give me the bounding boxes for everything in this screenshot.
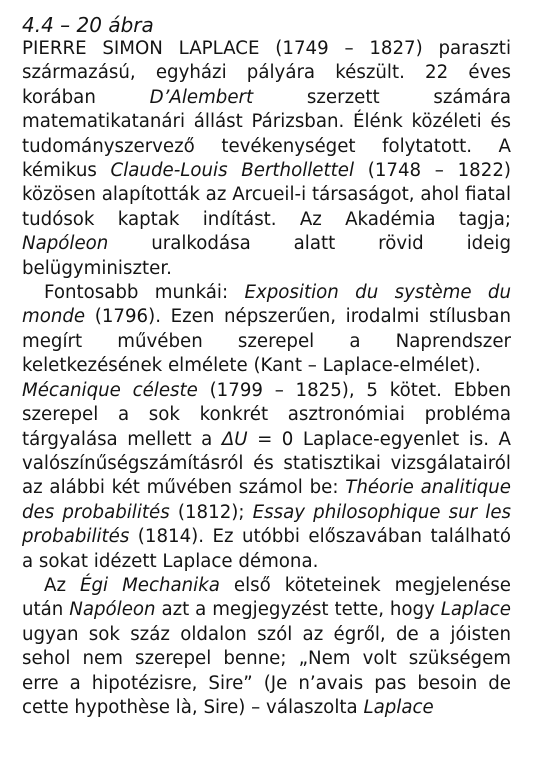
italic-text: Napóleon bbox=[22, 233, 109, 255]
italic-text: Laplace bbox=[363, 696, 434, 718]
italic-text: Laplace bbox=[440, 599, 511, 621]
text-run: (1812); bbox=[169, 501, 253, 523]
paragraph-2 bbox=[22, 281, 511, 379]
text-run: ugyan sok száz oldalon szól az égről, de a jóisten sehol nem szerepel benne; „Nem volt szükségem erre a hipotézisre, Sire” (Je n’avais pas besoin de cette hypothèse là, Sire) – válaszolta bbox=[22, 623, 511, 718]
italic-text: Napóleon bbox=[69, 599, 156, 621]
text-run: azt a megjegyzést tette, hogy bbox=[155, 599, 441, 621]
italic-text: Essay philosophique sur les probabilités bbox=[22, 501, 511, 548]
text-run: (1799 – 1825), 5 kötet. Ebben szerepel a sok konkrét asztronómiai probléma tárgyalása mellett a bbox=[22, 379, 511, 450]
paragraph-1 bbox=[22, 37, 511, 281]
paragraph-4 bbox=[22, 574, 511, 720]
text-run: (1748 – 1822) közösen alapították az Arcueil-i társaságot, ahol fiatal tudósok kaptak indítást. Az Akadémia tagja; bbox=[22, 160, 511, 230]
paragraph-3 bbox=[22, 379, 511, 574]
italic-text: Claude-Louis Berthollettel bbox=[110, 160, 355, 182]
italic-text: ΔU bbox=[221, 428, 248, 450]
italic-text: Mécanique céleste bbox=[22, 379, 198, 401]
text-run: Fontosabb munkái: bbox=[44, 282, 245, 304]
italic-text: Exposition du système du monde bbox=[22, 282, 511, 328]
text-run: első köteteinek megjelenése után bbox=[22, 574, 511, 621]
text-run: Az bbox=[44, 574, 80, 596]
text-run: (1796). Ezen népszerűen, irodalmi stílusban megírt művében szerepel a Naprendszer keletkezésének elmélete (Kant – Laplace-elmélet). bbox=[22, 306, 511, 377]
figure-caption: 4.4 – 20 ábra bbox=[22, 13, 154, 37]
text-run: szerzett számára matematikatanári állást Párizsban. Élénk közéleti és tudományszervező tevékenységet folytatott. A kémikus bbox=[22, 86, 511, 182]
body-text bbox=[22, 37, 511, 720]
italic-text: Théorie analitique des probabilités bbox=[22, 477, 511, 523]
text-run: (1814). Ez utóbbi előszavában található a sokat idézett Laplace démona. bbox=[22, 526, 511, 572]
text-run: = 0 Laplace-egyenlet is. A valószínűségszámításról és statisztikai vizsgálatairól az alábbi két művében számol be: bbox=[22, 428, 511, 499]
text-run: PIERRE SIMON LAPLACE (1749 – 1827) paraszti származású, egyházi pályára készült. 22 éves korában bbox=[22, 38, 511, 108]
italic-text: Égi Mechanika bbox=[79, 574, 220, 596]
italic-text: D’Alembert bbox=[149, 86, 254, 108]
text-run: uralkodása alatt rövid ideig belügyminiszter. bbox=[22, 233, 511, 279]
